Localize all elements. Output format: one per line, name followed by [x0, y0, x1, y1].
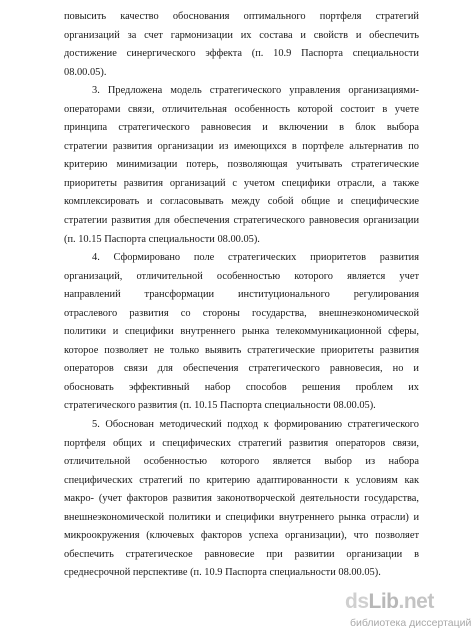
text-line: макро- (учет факторов развития законотворческой деятельности государства, [64, 493, 419, 505]
text-line: приоритеты развития организаций с учетом специфики отрасли, а также [64, 177, 419, 189]
text-line: специфических стратегий по критерию адаптированности к условиям как [64, 474, 419, 486]
text-line: портфеля общих и специфических стратегий развития операторов связи, [64, 437, 419, 449]
logo-dot: . [398, 590, 404, 613]
text-line: принципа стратегического равновесия и включении в блок выбора [64, 122, 419, 134]
text-line: достижение синергического эффекта (п. 10.9 Паспорта специальности [64, 48, 419, 60]
text-line: обеспечить стратегическое равновесие при развитии организации в [64, 548, 419, 560]
text-line: комплексировать и согласовывать между собой общие и специфические [64, 196, 419, 208]
paragraph-4 [64, 416, 419, 579]
text-line: обосновать эффективный набор способов решения проблем их [64, 381, 419, 393]
text-line: отличительной особенностью которого является выбор из набора [64, 456, 419, 468]
paragraph-3 [64, 249, 419, 416]
text-line: микроокружения (ключевых факторов успеха организации), что позволяет [64, 530, 419, 542]
text-line: стратегии развития организации из имеющихся в портфеле альтернатив по [64, 140, 419, 152]
logo-net: net [403, 590, 434, 613]
text-line: организаций, отличительной особенностью которого является учет [64, 270, 419, 282]
text-line: стратегического развития (п. 10.15 Паспорта специальности 08.00.05). [64, 400, 376, 412]
document-page [64, 8, 419, 579]
logo-lib: Lib [368, 590, 399, 613]
text-line-cut: среднесрочной перспективе (п. 10.9 Паспорта специальности 08.00.05). [64, 567, 381, 579]
paragraph-2 [64, 82, 419, 249]
watermark-caption: библиотека диссертаций [350, 617, 471, 629]
text-line: операторами связи, отличительная особенность которой состоит в учете [64, 103, 419, 115]
logo-ds: ds [345, 590, 369, 613]
text-line: 3. Предложена модель стратегического управления организациями- [92, 85, 419, 97]
text-line: стратегии развития для обеспечения стратегического равновесия организации [64, 215, 419, 227]
text-line: 08.00.05). [64, 66, 107, 78]
text-line: политики и специфики внутреннего рынка телекоммуникационной сферы, [64, 326, 419, 338]
text-line: (п. 10.15 Паспорта специальности 08.00.05). [64, 233, 260, 245]
paragraph-1 [64, 8, 419, 82]
watermark [345, 590, 471, 637]
text-line: 5. Обоснован методический подход к формированию стратегического [92, 419, 419, 431]
dslib-logo [345, 590, 434, 614]
text-line: отраслевого развития со стороны государства, внешнеэкономической [64, 307, 419, 319]
text-line: критерию минимизации потерь, позволяющая учитывать стратегические [64, 159, 419, 171]
text-line: направлений трансформации институционального регулирования [64, 289, 419, 301]
text-line: повысить качество обоснования оптимального портфеля стратегий [64, 11, 419, 22]
text-line: 4. Сформировано поле стратегических приоритетов развития [92, 252, 419, 264]
text-line: внешнеэкономической политики и специфики внутреннего рынка отрасли) и [64, 511, 419, 523]
text-line: которое позволяет не только выявить стратегические приоритеты развития [64, 344, 419, 356]
text-line: организаций за счет гармонизации их состава и свойств и обеспечить [64, 29, 419, 41]
text-line: операторов связи для обеспечения стратегического равновесия, но и [64, 363, 419, 375]
